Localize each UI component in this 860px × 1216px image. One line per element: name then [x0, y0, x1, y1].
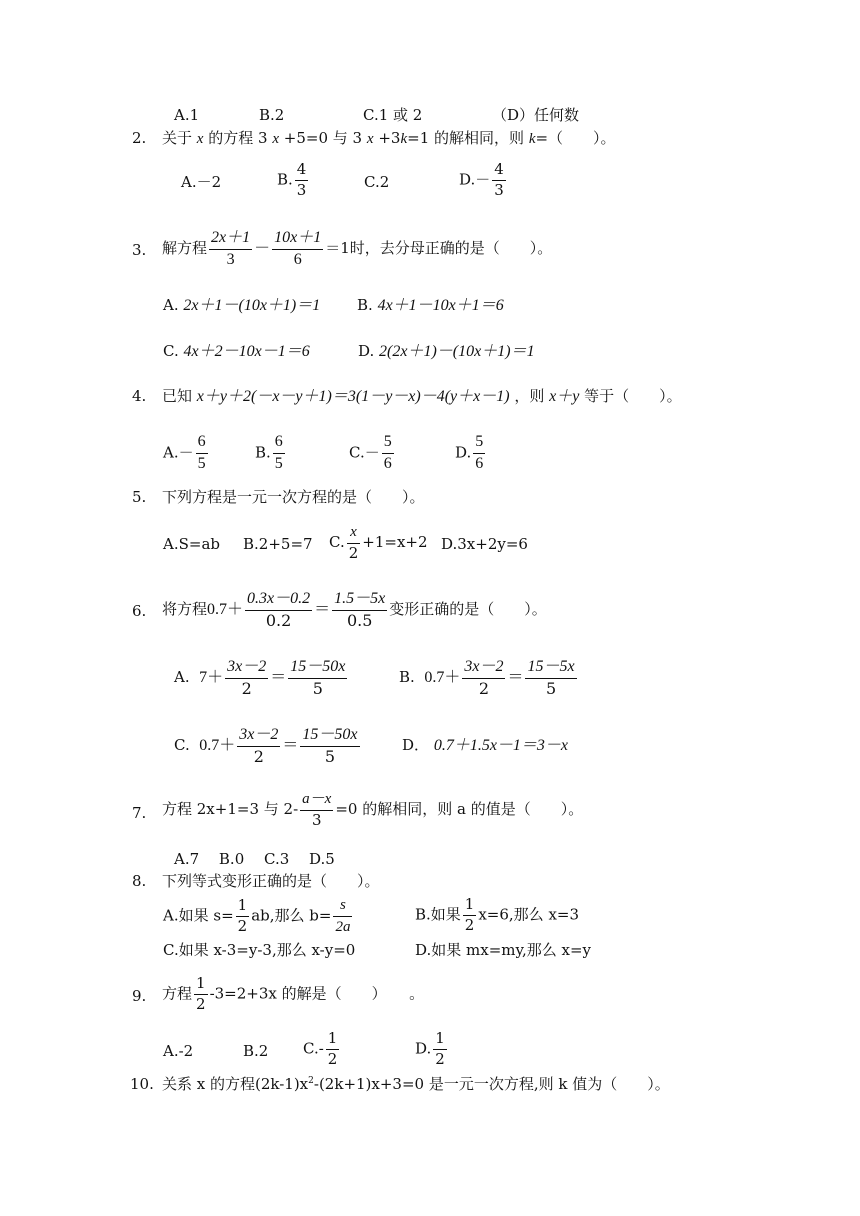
question-stem: 下列等式变形正确的是（ ）。	[162, 872, 380, 890]
q6-option-c: C. 0.7＋ $\frac{3x-2}{2}$ ＝ $\frac{15-50x}{5}$	[174, 726, 358, 766]
q3-option-b: B. 4x＋1－10x＋1＝6	[357, 296, 504, 314]
q8-option-d: D.如果 mx=my,那么 x=y	[415, 941, 592, 959]
question-number: 7.	[132, 804, 147, 822]
q7-options: A.7 B.0 C.3 D.5	[174, 850, 335, 868]
q6-option-b: B. 0.7＋ $\frac{3x-2}{2}$ ＝ $\frac{15-5x}{5}$	[399, 658, 575, 698]
question-number: 2.	[132, 129, 147, 147]
question-stem: 下列方程是一元一次方程的是（ ）。	[162, 488, 425, 506]
q5-option-d: D.3x+2y=6	[441, 535, 528, 553]
question-stem: 方程 2x+1=3 与 2- $\frac{a-x}{3}$ =0 的解相同，则 a 的值是（ ）。	[162, 791, 584, 829]
q9-option-b: B.2	[243, 1042, 269, 1060]
question-stem: 解方程 $\frac{2x+1}{3}$ － $\frac{10x+1}{6}$ ＝1时，去分母正确的是（ ）。	[162, 229, 553, 268]
question-number: 4.	[132, 387, 147, 405]
question-number: 10.	[130, 1075, 154, 1093]
q1-option-c: C.1 或 2	[363, 106, 423, 124]
q9-option-a: A.-2	[163, 1042, 194, 1060]
q6-option-a: A. 7＋ $\frac{3x-2}{2}$ ＝ $\frac{15-50x}{5}$	[174, 658, 346, 698]
q4-option-d: D. $\frac{5}{6}$	[455, 433, 484, 472]
q5-option-b: B.2+5=7	[243, 535, 313, 553]
question-stem: 方程 $\frac{1}{2}$ -3=2+3x 的解是（ ） 。	[162, 974, 425, 1013]
question-stem: 关于 x 的方程 3 x +5=0 与 3 x +3k=1 的解相同，则 k=（ ）。	[162, 129, 616, 147]
question-number: 8.	[132, 872, 147, 890]
q2-option-c: C.2	[364, 173, 390, 191]
q3-option-a: A. 2x＋1－(10x＋1)＝1	[163, 296, 321, 314]
question-number: 5.	[132, 488, 147, 506]
q1-option-b: B.2	[259, 106, 285, 124]
q4-option-c: C.－ $\frac{5}{6}$	[349, 433, 392, 472]
question-number: 9.	[132, 987, 147, 1005]
question-stem: 已知 x＋y＋2(－x－y＋1)＝3(1－y－x)－4(y＋x－1) ，则 x＋y 等于（ ）。	[162, 387, 682, 405]
q5-option-c: C. $\frac{x}{2}$ +1=x+2	[329, 524, 428, 562]
q2-option-b: B. $\frac{4}{3}$	[277, 160, 307, 199]
q2-option-d: D.－ $\frac{4}{3}$	[459, 160, 504, 199]
q9-option-d: D. $\frac{1}{2}$	[415, 1029, 445, 1068]
q2-option-a: A.－2	[181, 173, 222, 191]
question-stem: 关系 x 的方程$(2k-1)x^2-(2k+1)x+3=0$ 是一元一次方程,则 k 值为（ ）。	[162, 1075, 670, 1093]
q1-option-a: A.1	[174, 106, 200, 124]
q3-option-c: C. 4x＋2－10x－1＝6	[163, 342, 310, 360]
q5-option-a: A.S=ab	[163, 535, 220, 553]
q8-option-c: C.如果 x-3=y-3,那么 x-y=0	[163, 941, 356, 959]
q9-option-c: C.- $\frac{1}{2}$	[303, 1029, 338, 1068]
q4-option-a: A.－ $\frac{6}{5}$	[163, 433, 206, 472]
question-number: 6.	[132, 602, 147, 620]
q3-option-d: D. 2(2x＋1)－(10x＋1)＝1	[358, 342, 535, 360]
q4-option-b: B. $\frac{6}{5}$	[255, 433, 283, 472]
q1-option-d: （D）任何数	[492, 106, 580, 124]
q8-option-b: B.如果 $\frac{1}{2}$ x=6,那么 x=3	[415, 895, 580, 934]
question-stem: 将方程0.7＋ $\frac{0.3x-0.2}{0.2}$ ＝ $\frac{1.5-5x}{0.5}$ 变形正确的是（ ）。	[162, 590, 547, 630]
q6-option-d: D． 0.7＋1.5x－1＝3－x	[402, 736, 569, 754]
q8-option-a: A.如果 s= $\frac{1}{2}$ ab,那么 b= $\frac{s}{2a}$	[163, 896, 351, 935]
question-number: 3.	[132, 241, 147, 259]
